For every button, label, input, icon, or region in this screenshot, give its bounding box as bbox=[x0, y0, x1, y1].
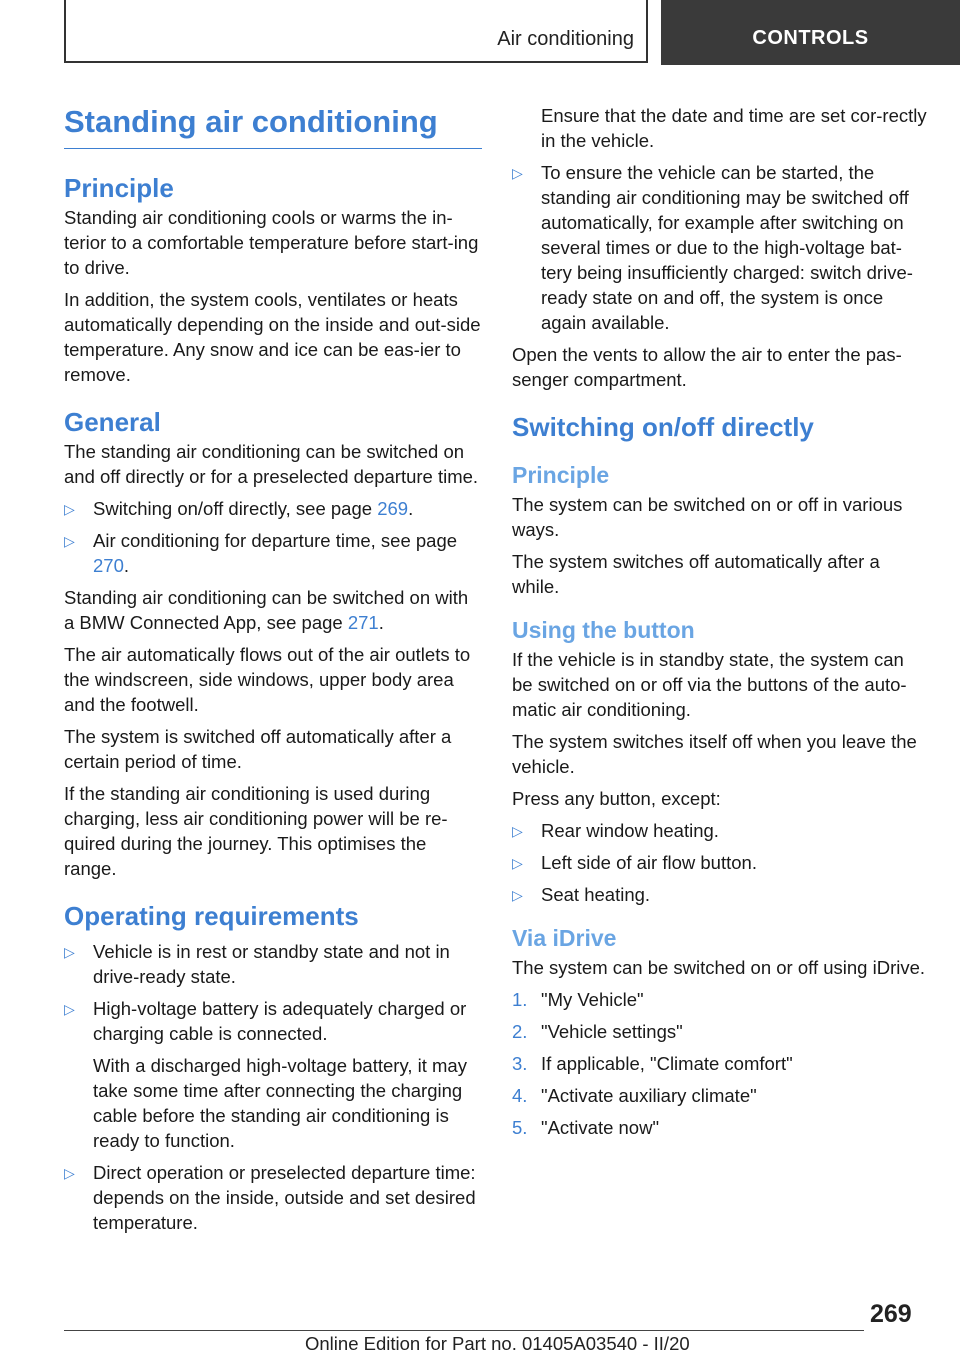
bullet-triangle-icon: ▷ bbox=[64, 501, 75, 517]
list-item bbox=[512, 882, 928, 907]
vents-paragraph: Open the vents to allow the air to enter the pas‐senger compartment. bbox=[512, 344, 902, 390]
list-item bbox=[512, 103, 928, 153]
general-bullet-list bbox=[64, 496, 482, 578]
header-section-box bbox=[64, 0, 648, 63]
list-item-text: "Vehicle settings" bbox=[541, 1021, 683, 1042]
button-exceptions-list bbox=[512, 818, 928, 907]
general-heading: General bbox=[64, 407, 161, 437]
using-button-heading: Using the button bbox=[512, 617, 695, 643]
step-number: 4. bbox=[512, 1085, 528, 1106]
switching-principle-paragraph-1: The system can be switched on or off in various ways. bbox=[512, 494, 903, 540]
list-item-text: Direct operation or preselected departure time: depends on the inside, outside and set desired temperature. bbox=[93, 1162, 476, 1233]
list-item bbox=[64, 939, 482, 989]
general-paragraph-3: The air automatically flows out of the air outlets to the windscreen, side windows, upper body area and the footwell. bbox=[64, 644, 471, 715]
using-button-paragraph-2: The system switches itself off when you leave the vehicle. bbox=[512, 731, 917, 777]
bullet-triangle-icon: ▷ bbox=[512, 165, 523, 181]
bullet-triangle-icon: ▷ bbox=[64, 533, 75, 549]
page-reference-link[interactable]: 269 bbox=[377, 498, 409, 519]
list-item bbox=[512, 818, 928, 843]
via-idrive-heading: Via iDrive bbox=[512, 925, 617, 951]
step-number: 5. bbox=[512, 1117, 528, 1138]
list-item-text: Left side of air flow button. bbox=[541, 852, 757, 873]
list-item-text: Rear window heating. bbox=[541, 820, 719, 841]
general-paragraph-5: If the standing air conditioning is used during charging, less air conditioning power will be re‐quired during the journey. This optimises the range. bbox=[64, 783, 448, 879]
page-number: 269 bbox=[870, 1300, 912, 1328]
switching-principle-paragraph-2: The system switches off automatically after a while. bbox=[512, 551, 880, 597]
page-reference-link[interactable]: 271 bbox=[347, 612, 379, 633]
principle-paragraph-1: Standing air conditioning cools or warms the in‐terior to a comfortable temperature before start‐ing to drive. bbox=[64, 207, 479, 278]
page-title: Standing air conditioning bbox=[64, 102, 482, 149]
step-number: 2. bbox=[512, 1021, 528, 1042]
list-item-text: "Activate auxiliary climate" bbox=[541, 1085, 757, 1106]
list-item-subtext: With a discharged high-voltage battery, it may take some time after connecting the charging cable before the standing air conditioning is ready to function. bbox=[93, 1055, 467, 1151]
footer-divider bbox=[64, 1330, 864, 1331]
list-item-text: Vehicle is in rest or standby state and not in drive-ready state. bbox=[93, 941, 450, 987]
footer-edition-text: Online Edition for Part no. 01405A03540 - II/20 bbox=[305, 1333, 690, 1354]
list-item-text: Air conditioning for departure time, see page bbox=[93, 530, 458, 551]
general-paragraph-1: The standing air conditioning can be switched on and off directly or for a preselected departure time. bbox=[64, 441, 479, 487]
step-number: 3. bbox=[512, 1053, 528, 1074]
general-paragraph-2 bbox=[64, 585, 482, 635]
right-column bbox=[512, 100, 928, 1147]
list-item-text: To ensure the vehicle can be started, the standing air conditioning may be switched off automatically, for example after switching on several times or due to the high-voltage bat‐tery being insufficiently charged: switch drive-ready state on and off, the system is once again available. bbox=[541, 162, 913, 333]
list-item-text: "Activate now" bbox=[541, 1117, 660, 1138]
bullet-triangle-icon: ▷ bbox=[64, 944, 75, 960]
page-header bbox=[0, 0, 960, 66]
paragraph-text: Standing air conditioning can be switched on with a BMW Connected App, see page bbox=[64, 587, 469, 633]
general-paragraph-4: The system is switched off automatically after a certain period of time. bbox=[64, 726, 452, 772]
requirements-bullet-list bbox=[64, 939, 482, 1235]
list-item bbox=[512, 987, 928, 1012]
step-number: 1. bbox=[512, 989, 528, 1010]
list-item-text: If applicable, "Climate comfort" bbox=[541, 1053, 793, 1074]
using-button-paragraph-1: If the vehicle is in standby state, the system can be switched on or off via the buttons of the auto‐matic air conditioning. bbox=[512, 649, 907, 720]
list-item bbox=[64, 1160, 482, 1235]
list-item-text: Switching on/off directly, see page bbox=[93, 498, 378, 519]
list-item-text: "My Vehicle" bbox=[541, 989, 644, 1010]
list-item bbox=[512, 1083, 928, 1108]
principle-paragraph-2: In addition, the system cools, ventilates or heats automatically depending on the inside and out‐side temperature. Any snow and ice can be eas‐ier to remove. bbox=[64, 289, 481, 385]
using-button-paragraph-3: Press any button, except: bbox=[512, 788, 721, 809]
list-item bbox=[64, 496, 482, 521]
list-item bbox=[64, 996, 482, 1153]
list-item-subtext: Ensure that the date and time are set cor‐rectly in the vehicle. bbox=[541, 105, 927, 151]
left-column bbox=[64, 100, 482, 1242]
switching-principle-heading: Principle bbox=[512, 462, 610, 488]
list-item-punct: . bbox=[408, 498, 414, 519]
idrive-steps-list bbox=[512, 987, 928, 1140]
bullet-triangle-icon: ▷ bbox=[512, 887, 523, 903]
principle-heading: Principle bbox=[64, 173, 174, 203]
header-chapter-tab: CONTROLS bbox=[661, 0, 960, 65]
header-section-title: Air conditioning bbox=[497, 28, 634, 50]
list-item-text: High-voltage battery is adequately charged or charging cable is connected. bbox=[93, 998, 467, 1044]
list-item bbox=[512, 160, 928, 335]
list-item bbox=[512, 1115, 928, 1140]
via-idrive-paragraph: The system can be switched on or off using iDrive. bbox=[512, 957, 926, 978]
list-item bbox=[512, 1051, 928, 1076]
bullet-triangle-icon: ▷ bbox=[512, 823, 523, 839]
list-item bbox=[64, 528, 482, 578]
list-item-text: Seat heating. bbox=[541, 884, 651, 905]
list-item bbox=[512, 1019, 928, 1044]
page-reference-link[interactable]: 270 bbox=[93, 555, 124, 576]
bullet-triangle-icon: ▷ bbox=[512, 855, 523, 871]
paragraph-punct: . bbox=[378, 612, 384, 633]
operating-requirements-heading: Operating requirements bbox=[64, 901, 359, 931]
bullet-triangle-icon: ▷ bbox=[64, 1001, 75, 1017]
bullet-triangle-icon: ▷ bbox=[64, 1165, 75, 1181]
list-item bbox=[512, 850, 928, 875]
switching-heading: Switching on/off directly bbox=[512, 412, 814, 442]
list-item-punct: . bbox=[123, 555, 130, 576]
requirements-bullet-list-continued bbox=[512, 103, 928, 335]
